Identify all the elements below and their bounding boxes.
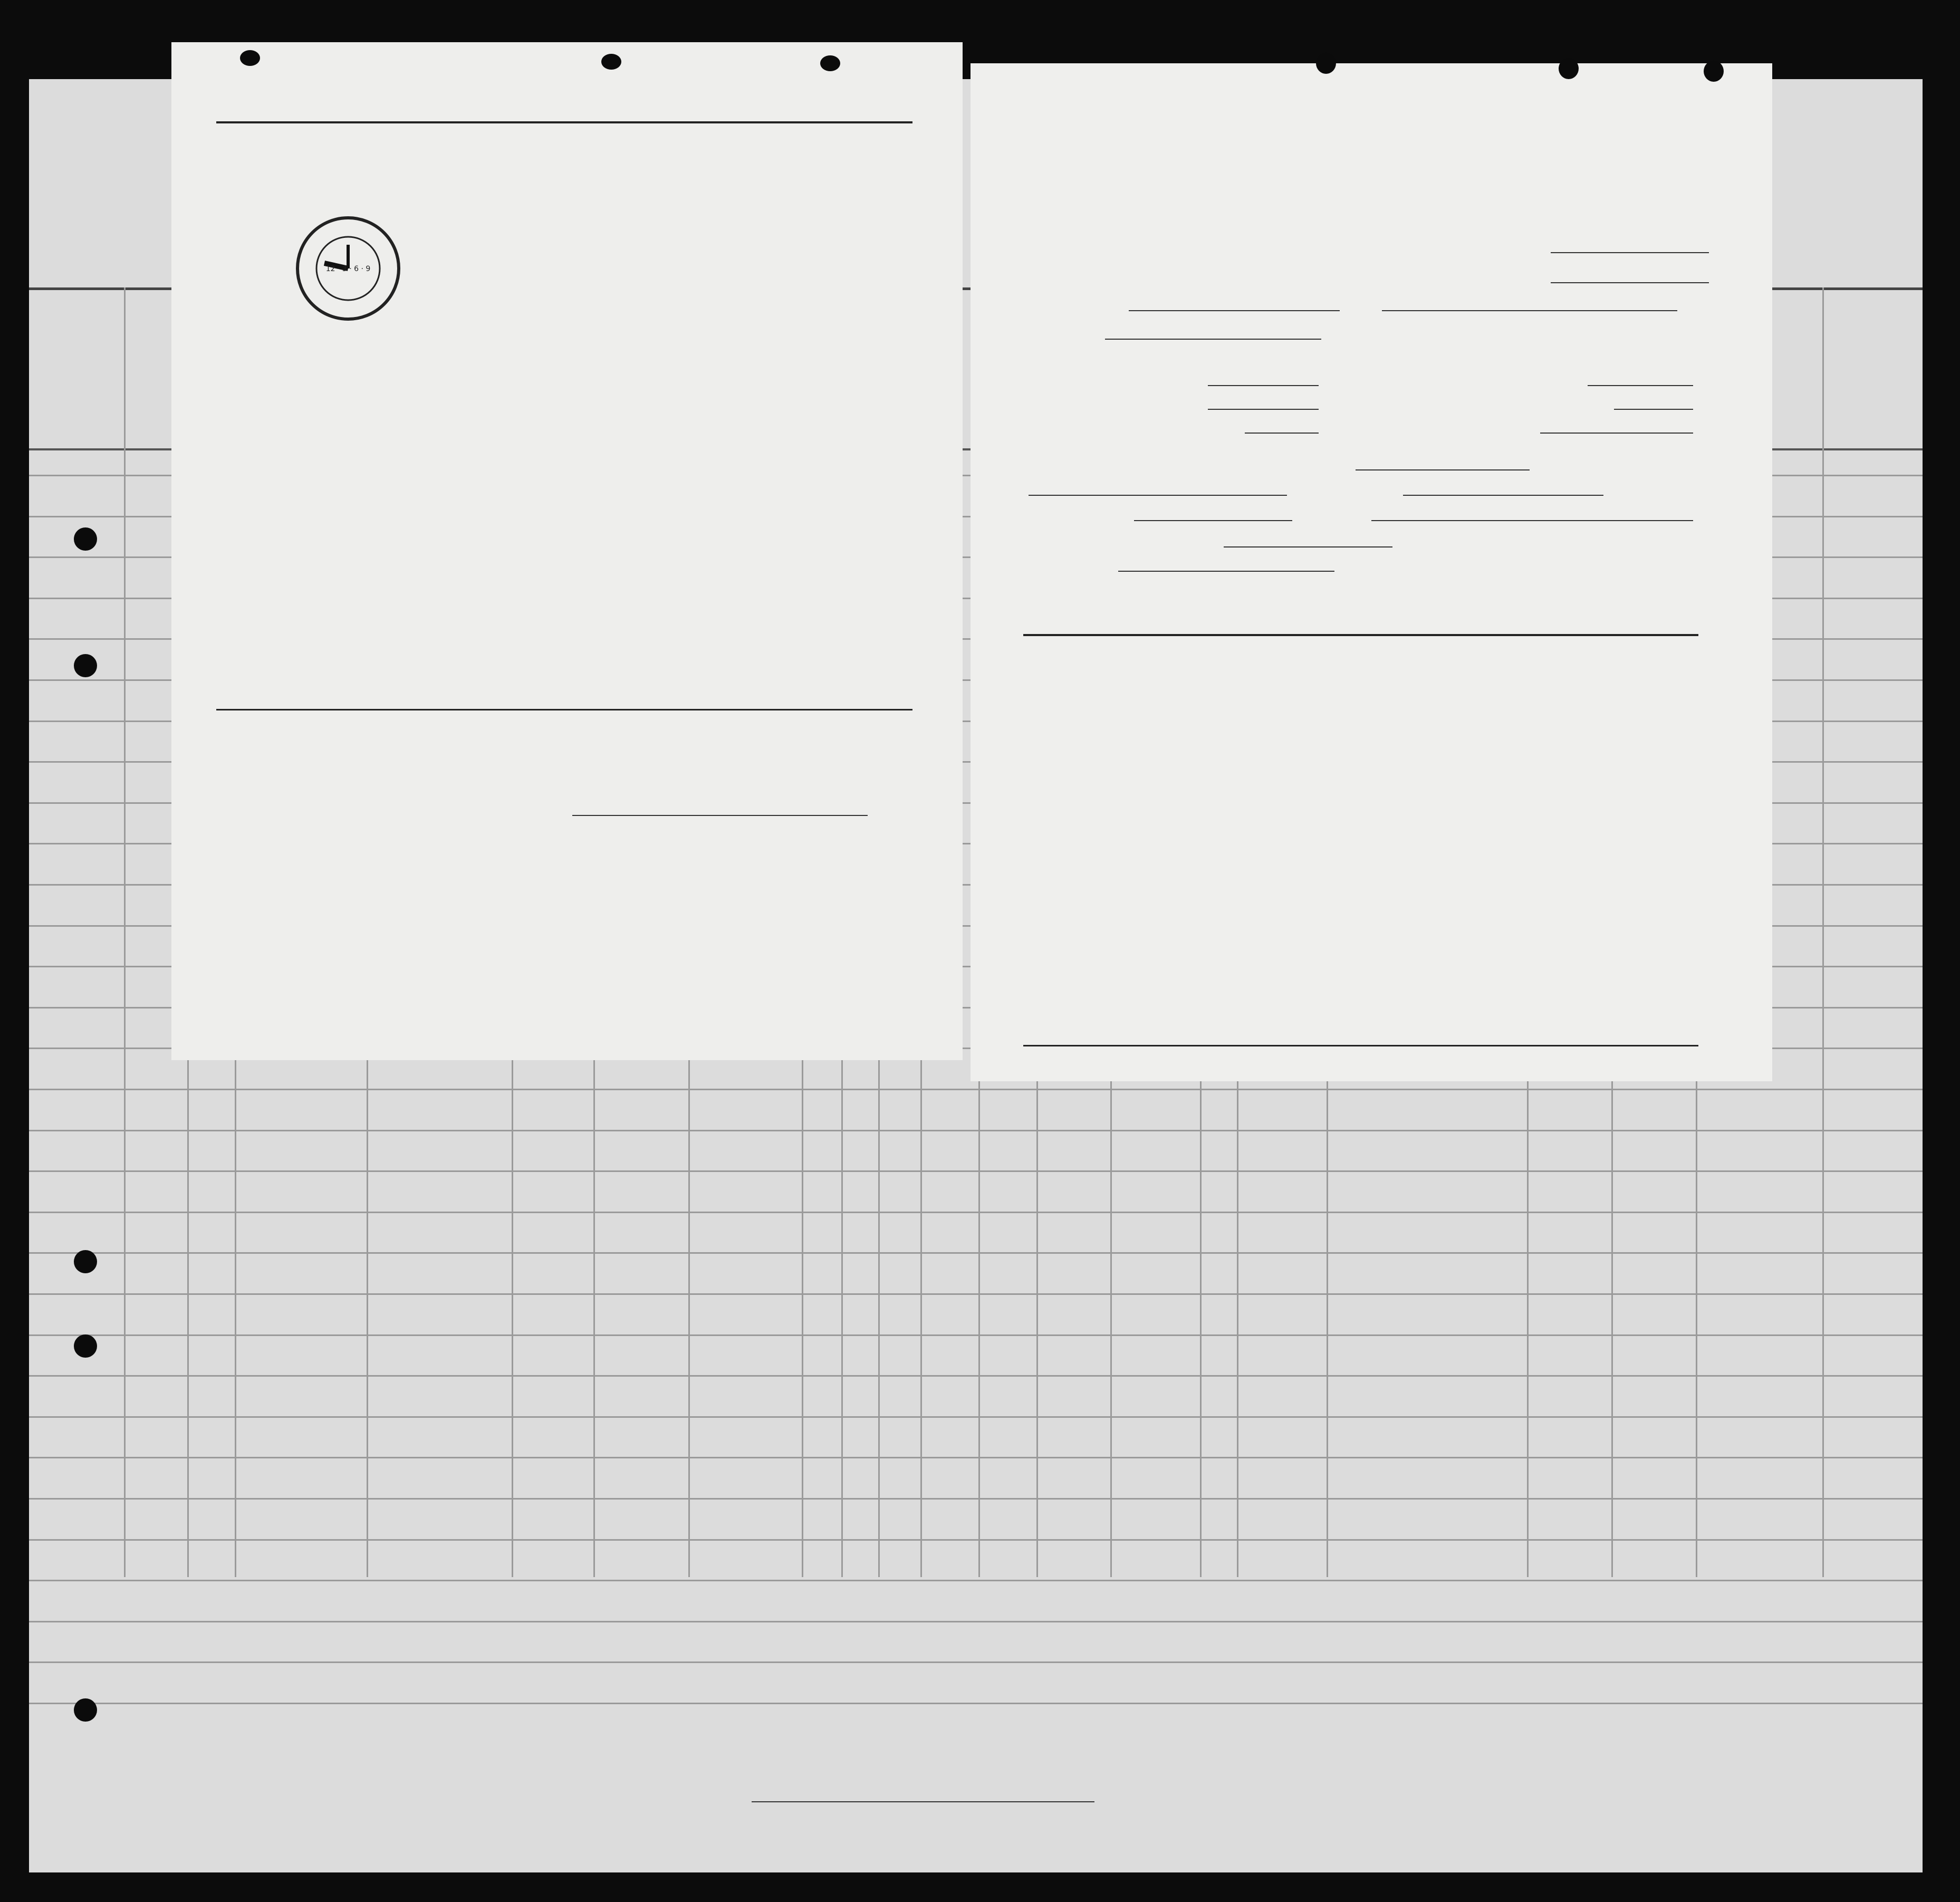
statement-of-master-sheet: [971, 63, 1772, 1081]
seamen-signed-on-sheet: [171, 42, 963, 1060]
row-rule: [29, 1661, 1923, 1663]
count-line: [1245, 433, 1319, 434]
binder-hole: [74, 1334, 97, 1358]
row-rule: [29, 1457, 1923, 1458]
binder-hole: [1559, 58, 1579, 79]
ship-line: [1382, 310, 1677, 311]
count-line: [1588, 385, 1693, 386]
binder-hole: [1316, 53, 1336, 74]
count-line: [1614, 409, 1693, 410]
inspector-line: [752, 1801, 1094, 1802]
row-rule: [29, 1621, 1923, 1622]
row-rule: [29, 1498, 1923, 1500]
from-port-line: [1105, 339, 1321, 340]
ellis-island-clock-stamp: [293, 213, 403, 324]
date-line: [1551, 282, 1709, 283]
row-rule: [29, 1375, 1923, 1377]
row-rule: [29, 1334, 1923, 1336]
binder-hole: [1704, 61, 1724, 82]
binder-hole: [74, 1250, 97, 1273]
svg-text:12 · 3 · 6 · 9: 12 · 3 · 6 · 9: [325, 265, 371, 273]
binder-hole: [74, 527, 97, 551]
row-rule: [29, 1580, 1923, 1581]
row-rule: [29, 1089, 1923, 1090]
row-rule: [29, 1170, 1923, 1172]
binder-hole: [240, 50, 260, 66]
row-rule: [29, 1539, 1923, 1541]
signed-on-table: [216, 121, 912, 710]
binder-hole: [820, 55, 840, 71]
row-rule: [29, 1416, 1923, 1418]
row-rule: [29, 1703, 1923, 1704]
row-rule: [29, 1252, 1923, 1254]
consignee-line: [1029, 495, 1287, 496]
count-line: [1208, 409, 1319, 410]
destination-line: [1371, 520, 1693, 521]
via-line: [1224, 546, 1392, 547]
row-rule: [29, 1212, 1923, 1213]
arrived-line: [1356, 469, 1530, 470]
port-line: [1551, 252, 1709, 253]
count-line: [1540, 433, 1693, 434]
binder-hole: [74, 654, 97, 677]
nationality-line: [1129, 310, 1340, 311]
voyage-line: [1118, 571, 1334, 572]
row-rule: [29, 1293, 1923, 1295]
signature-line: [572, 815, 868, 816]
column-rule: [1822, 287, 1824, 1577]
binder-hole: [601, 54, 621, 70]
deserting-seamen-table: [1023, 634, 1698, 1046]
count-line: [1208, 385, 1319, 386]
pier-line: [1403, 495, 1603, 496]
binder-hole: [74, 1698, 97, 1722]
column-rule: [124, 287, 126, 1577]
row-rule: [29, 1130, 1923, 1131]
sail-line: [1134, 520, 1292, 521]
